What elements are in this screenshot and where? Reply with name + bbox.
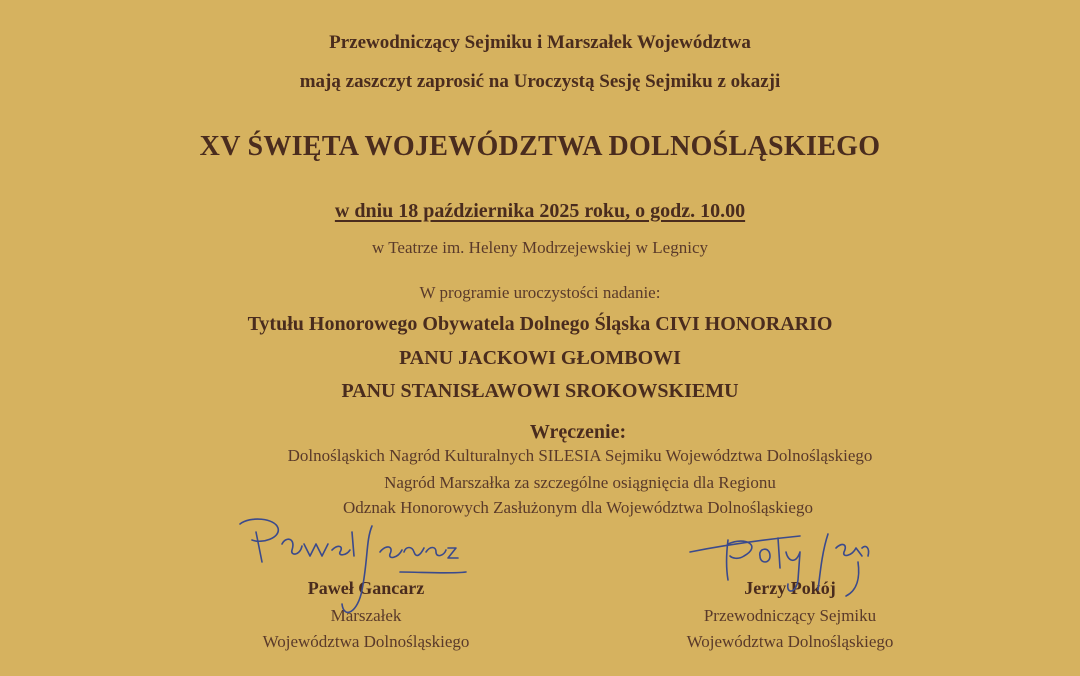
award-item: Nagród Marszałka za szczególne osiągnięcia dla Regionu	[384, 473, 776, 492]
signatory-role-left: Marszałek	[330, 606, 402, 625]
signatory-role-right: Przewodniczący Sejmiku	[703, 606, 877, 625]
honorary-title: Tytułu Honorowego Obywatela Dolnego Śląska CIVI HONORARIO	[247, 313, 833, 335]
award-item: Dolnośląskich Nagród Kulturalnych SILESIA Sejmiku Województwa Dolnośląskiego	[287, 446, 873, 465]
event-date: w dniu 18 października 2025 roku, o godz. 10.00	[334, 200, 746, 222]
awards-heading: Wręczenie:	[529, 421, 627, 443]
event-title: XV ŚWIĘTA WOJEWÓDZTWA DOLNOŚLĄSKIEGO	[199, 131, 881, 162]
signatory-region-left: Województwa Dolnośląskiego	[262, 632, 470, 651]
recipient-1: PANU JACKOWI GŁOMBOWI	[399, 347, 681, 369]
award-item: Odznak Honorowych Zasłużonym dla Województwa Dolnośląskiego	[343, 498, 813, 517]
event-venue: w Teatrze im. Heleny Modrzejewskiej w Legnicy	[371, 238, 708, 257]
recipient-2: PANU STANISŁAWOWI SROKOWSKIEMU	[341, 380, 739, 402]
signatory-name-right: Jerzy Pokój	[744, 578, 836, 598]
invitation-header-line2: mają zaszczyt zaprosić na Uroczystą Sesję Sejmiku z okazji	[299, 71, 781, 92]
program-intro: W programie uroczystości nadanie:	[419, 283, 661, 302]
signatory-region-right: Województwa Dolnośląskiego	[686, 632, 894, 651]
signatory-name-left: Paweł Gancarz	[307, 578, 425, 598]
invitation-header-line1: Przewodniczący Sejmiku i Marszałek Województwa	[329, 32, 751, 53]
